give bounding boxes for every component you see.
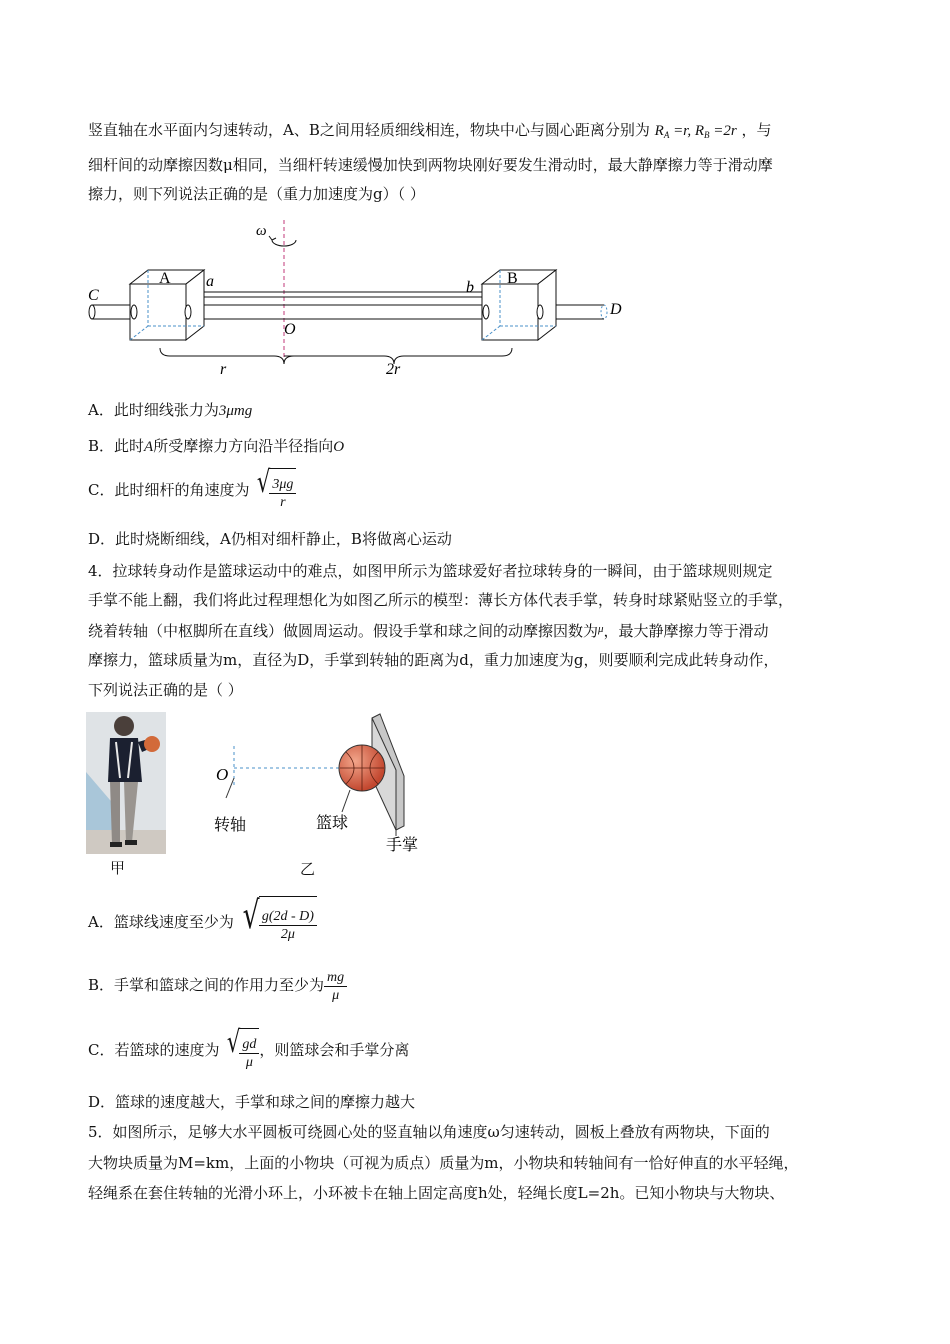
q4-line-2: 手掌不能上翻，我们将此过程理想化为如图乙所示的模型：薄长方体代表手掌，转身时球紧贴竖立的手掌， — [88, 591, 794, 609]
q4-option-c — [88, 1025, 410, 1074]
q3-option-b-tail: 所受摩擦力方向沿半径指向 — [153, 437, 334, 455]
q5-line-2: 大物块质量为M=km，上面的小物块（可视为质点）质量为m，小物块和转轴间有一恰好伸直的水平轻绳， — [88, 1154, 799, 1172]
q4-line-3-b: ，最大静摩擦力等于滑动 — [603, 622, 769, 640]
fig-label-jia: 甲 — [110, 859, 126, 877]
block-b — [482, 270, 556, 340]
q3-line-1-text: 竖直轴在水平面内匀速转动，A、B之间用轻质细线相连，物块中心与圆心距离分别为 — [88, 121, 650, 139]
q3-option-c-den: r — [280, 494, 286, 510]
q3-line-3: 擦力，则下列说法正确的是（重力加速度为g）（ ） — [88, 185, 425, 203]
q4-line-3-a: 绕着转轴（中枢脚所在直线）做圆周运动。假设手掌和球之间的动摩擦因数为 — [88, 622, 599, 640]
q3-option-a — [88, 400, 252, 421]
q4-option-a-text: A．篮球线速度至少为 — [88, 913, 234, 931]
q3-option-c — [88, 465, 296, 514]
q4-line-4: 摩擦力，篮球质量为m，直径为D，手掌到转轴的距离为d，重力加速度为g，则要顺利完成此转身动作， — [88, 651, 779, 669]
q3-label-b-block: B — [507, 270, 518, 287]
q3-label-2r: 2r — [386, 361, 401, 378]
basketball-player-photo — [86, 712, 166, 854]
q4-label-palm: 手掌 — [386, 837, 419, 854]
q3-label-r: r — [220, 361, 227, 378]
q4-label-ball: 篮球 — [316, 815, 349, 832]
q4-option-b-den: μ — [332, 987, 340, 1003]
q3-label-a: a — [206, 273, 214, 290]
q3-option-c-sqrt: √ $\frac{3\mu g}{r}$ — [254, 468, 296, 514]
q4-option-a-num: g(2d - D) — [259, 908, 317, 926]
q4-line-5: 下列说法正确的是（ ） — [88, 681, 243, 699]
q4-option-b — [88, 963, 347, 1007]
q4-label-o: O — [216, 765, 229, 784]
q3-option-b — [88, 436, 344, 457]
q3-line-2: 细杆间的动摩擦因数μ相同，当细杆转速缓慢加快到两物块刚好要发生滑动时，最大静摩擦力等于滑动摩 — [88, 156, 773, 174]
q4-option-b-num: mg — [324, 969, 347, 987]
q3-option-b-a: A — [144, 439, 154, 455]
q3-label-d: D — [610, 301, 622, 318]
q3-label-a-block: A — [159, 270, 171, 287]
q3-line-1-tail: ，与 — [741, 121, 772, 139]
q4-option-a — [88, 893, 317, 950]
q3-option-c-num: 3μg — [269, 476, 296, 494]
q4-line-3-mu: μ — [598, 623, 604, 635]
q4-option-c-tail: ，则篮球会和手掌分离 — [259, 1041, 410, 1059]
q3-option-c-text: C．此时细杆的角速度为 — [88, 481, 250, 499]
q3-label-c: C — [88, 287, 99, 304]
q3-radius-formula: $R_A =r$, $R_B =2r$ — [654, 123, 737, 140]
q4-option-a-sqrt: √ $\frac{g(2d - D)}{2\mu}$ — [239, 896, 317, 950]
q3-option-a-value: 3μmg — [218, 403, 253, 419]
q4-option-c-sqrt: √ $\frac{gd}{\mu}$ — [224, 1028, 259, 1074]
q5-line-3: 轻绳系在套住转轴的光滑小环上，小环被卡在轴上固定高度h处，轻绳长度L=2h。已知小物块与大物块、 — [88, 1184, 785, 1202]
q4-option-c-den: μ — [245, 1054, 253, 1070]
q3-line-1 — [88, 120, 772, 145]
q4-option-a-den: 2μ — [280, 926, 295, 942]
q5-line-1: 5．如图所示，足够大水平圆板可绕圆心处的竖直轴以角速度ω匀速转动，圆板上叠放有两物块，下面的 — [88, 1123, 770, 1141]
q4-option-c-text: C．若篮球的速度为 — [88, 1041, 220, 1059]
q3-label-o: O — [284, 321, 296, 338]
q3-option-a-text: A．此时细线张力为 — [88, 401, 219, 419]
q3-rod-figure — [84, 218, 644, 383]
q4-option-c-num: gd — [239, 1036, 259, 1054]
q4-line-1: 4．拉球转身动作是篮球运动中的难点，如图甲所示为篮球爱好者拉球转身的一瞬间，由于篮球规则规定 — [88, 562, 773, 580]
q3-option-b-text: B．此时 — [88, 437, 145, 455]
q3-option-d: D．此时烧断细线，A仍相对细杆静止，B将做离心运动 — [88, 530, 452, 548]
q3-option-b-o: O — [333, 439, 345, 455]
fig-label-yi: 乙 — [300, 860, 316, 878]
q4-model-figure — [200, 706, 440, 886]
q3-omega-label: ω — [256, 223, 267, 239]
q4-label-axis: 转轴 — [214, 817, 247, 834]
q4-line-3 — [88, 619, 769, 641]
q4-option-d: D．篮球的速度越大，手掌和球之间的摩擦力越大 — [88, 1093, 416, 1111]
q4-option-b-text: B．手掌和篮球之间的作用力至少为 — [88, 976, 325, 994]
q3-label-b: b — [466, 279, 474, 296]
